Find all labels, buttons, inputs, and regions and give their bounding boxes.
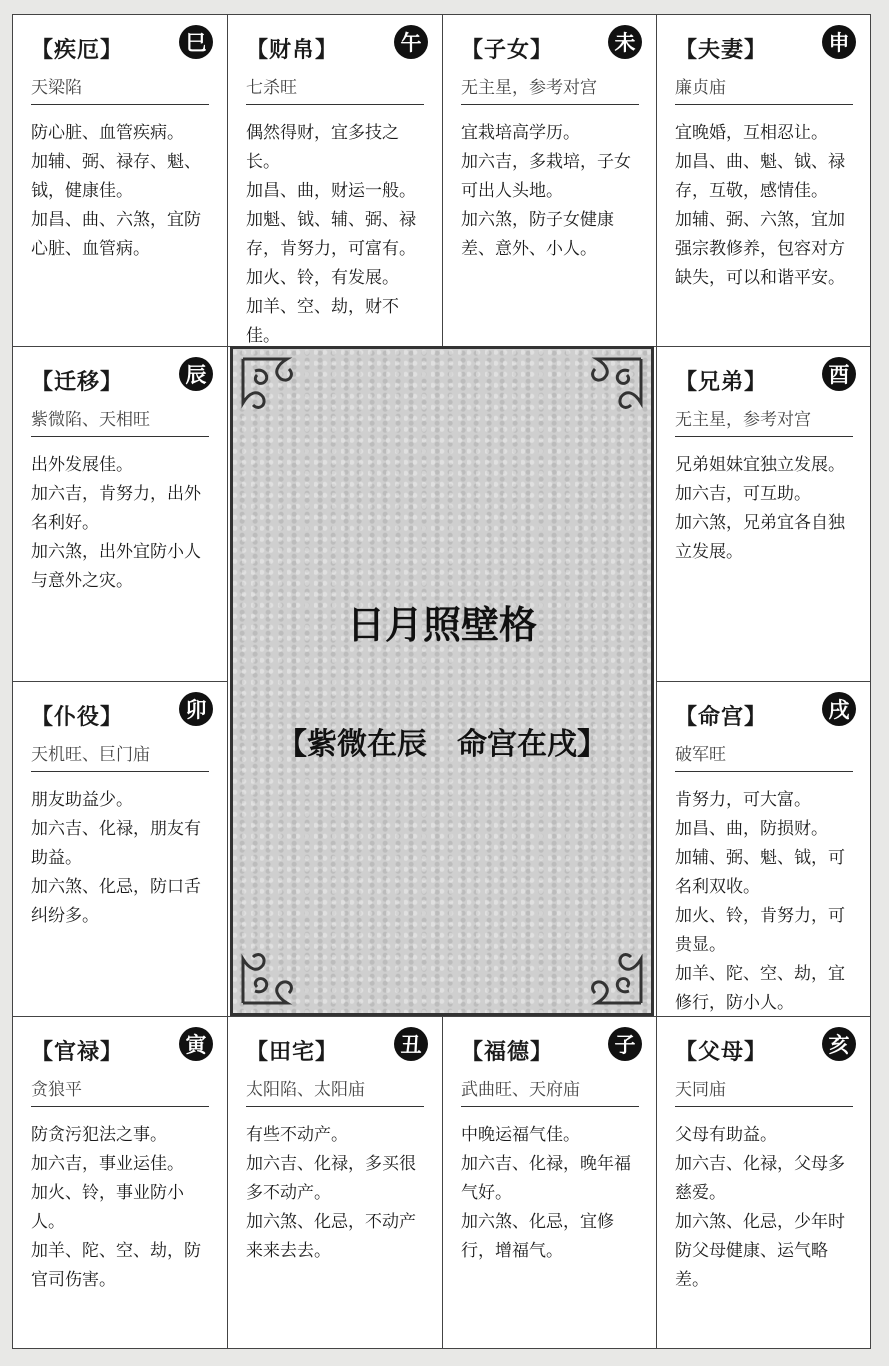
corner-ornament-top-right <box>567 353 647 433</box>
palace-cell <box>442 1016 657 1349</box>
description-line: 防心脏、血管疾病。 <box>31 123 184 143</box>
description-line: 加昌、曲，防损财。 <box>675 819 828 839</box>
palace-name: 【夫妻】 <box>675 38 768 63</box>
description-line: 加辅、弼、魁、钺，可名利双收。 <box>675 848 845 897</box>
palace-stars: 紫微陷、天相旺 <box>31 405 209 437</box>
description-line: 加昌、曲、六煞，宜防心脏、血管病。 <box>31 210 201 259</box>
branch-badge: 寅 <box>179 1027 213 1061</box>
description-line: 加羊、空、劫，财不佳。 <box>246 297 399 346</box>
description-line: 加六煞，出外宜防小人与意外之灾。 <box>31 542 201 591</box>
palace-description <box>675 1121 855 1295</box>
palace-stars: 天机旺、巨门庙 <box>31 740 209 772</box>
palace-cell <box>656 346 871 682</box>
palace-description <box>31 451 211 596</box>
palace-stars: 无主星，参考对宫 <box>675 405 853 437</box>
description-line: 加昌、曲，财运一般。 <box>246 181 416 201</box>
palace-name: 【子女】 <box>461 38 554 63</box>
palace-description <box>246 119 426 347</box>
palace-cell <box>12 681 228 1017</box>
palace-cell <box>442 14 657 347</box>
center-title: 日月照壁格 <box>346 602 537 647</box>
palace-description <box>675 786 855 1017</box>
description-line: 加六煞、化忌，不动产来来去去。 <box>246 1212 416 1261</box>
branch-badge: 丑 <box>394 1027 428 1061</box>
palace-name: 【疾厄】 <box>31 38 124 63</box>
palace-description <box>31 119 211 264</box>
palace-description <box>246 1121 426 1266</box>
description-line: 防贪污犯法之事。 <box>31 1125 167 1145</box>
description-line: 肯努力，可大富。 <box>675 790 811 810</box>
palace-stars: 贪狼平 <box>31 1075 209 1107</box>
palace-stars: 廉贞庙 <box>675 73 853 105</box>
palace-name: 【迁移】 <box>31 370 124 395</box>
palace-cell <box>12 14 228 347</box>
palace-name: 【财帛】 <box>246 38 339 63</box>
description-line: 兄弟姐妹宜独立发展。 <box>675 455 845 475</box>
description-line: 偶然得财，宜多技之长。 <box>246 123 399 172</box>
palace-cell <box>656 14 871 347</box>
palace-stars: 七杀旺 <box>246 73 424 105</box>
branch-badge: 亥 <box>822 1027 856 1061</box>
corner-ornament-bottom-right <box>567 929 647 1009</box>
palace-stars: 武曲旺、天府庙 <box>461 1075 639 1107</box>
description-line: 加火、铃，有发展。 <box>246 268 399 288</box>
palace-description <box>461 119 641 264</box>
description-line: 加魁、钺、辅、弼、禄存，肯努力，可富有。 <box>246 210 416 259</box>
description-line: 加六煞，防子女健康差、意外、小人。 <box>461 210 614 259</box>
palace-name: 【父母】 <box>675 1040 768 1065</box>
palace-description <box>675 451 855 567</box>
center-panel <box>230 346 654 1016</box>
description-line: 加六煞，兄弟宜各自独立发展。 <box>675 513 845 562</box>
description-line: 父母有助益。 <box>675 1125 777 1145</box>
description-line: 加六吉，肯努力，出外名利好。 <box>31 484 201 533</box>
palace-stars: 天同庙 <box>675 1075 853 1107</box>
branch-badge: 酉 <box>822 357 856 391</box>
description-line: 中晚运福气佳。 <box>461 1125 580 1145</box>
description-line: 加六吉，多栽培，子女可出人头地。 <box>461 152 631 201</box>
branch-badge: 巳 <box>179 25 213 59</box>
description-line: 加辅、弼、六煞，宜加强宗教修养，包容对方缺失，可以和谐平安。 <box>675 210 845 288</box>
palace-cell <box>12 1016 228 1349</box>
description-line: 宜栽培高学历。 <box>461 123 580 143</box>
corner-ornament-top-left <box>237 353 317 433</box>
description-line: 出外发展佳。 <box>31 455 133 475</box>
palace-stars: 无主星，参考对宫 <box>461 73 639 105</box>
description-line: 加六煞、化忌，防口舌纠纷多。 <box>31 877 201 926</box>
branch-badge: 戌 <box>822 692 856 726</box>
description-line: 加六吉，可互助。 <box>675 484 811 504</box>
palace-description <box>461 1121 641 1266</box>
center-subtitle: 【紫微在辰 命宫在戌】 <box>277 727 607 762</box>
description-line: 加火、铃，事业防小人。 <box>31 1183 184 1232</box>
description-line: 加火、铃，肯努力，可贵显。 <box>675 906 845 955</box>
palace-description <box>31 786 211 931</box>
description-line: 加六吉、化禄，父母多慈爱。 <box>675 1154 845 1203</box>
description-line: 加六吉、化禄，朋友有助益。 <box>31 819 201 868</box>
branch-badge: 申 <box>822 25 856 59</box>
description-line: 加六吉、化禄，晚年福气好。 <box>461 1154 631 1203</box>
palace-cell <box>656 1016 871 1349</box>
description-line: 有些不动产。 <box>246 1125 348 1145</box>
palace-stars: 天梁陷 <box>31 73 209 105</box>
description-line: 加六吉、化禄，多买很多不动产。 <box>246 1154 416 1203</box>
branch-badge: 卯 <box>179 692 213 726</box>
palace-name: 【仆役】 <box>31 705 124 730</box>
branch-badge: 未 <box>608 25 642 59</box>
palace-cell <box>227 1016 443 1349</box>
description-line: 加昌、曲、魁、钺、禄存，互敬，感情佳。 <box>675 152 845 201</box>
branch-badge: 午 <box>394 25 428 59</box>
description-line: 加六煞、化忌，宜修行，增福气。 <box>461 1212 614 1261</box>
description-line: 加六煞、化忌，少年时防父母健康、运气略差。 <box>675 1212 845 1290</box>
palace-name: 【福德】 <box>461 1040 554 1065</box>
description-line: 宜晚婚，互相忍让。 <box>675 123 828 143</box>
palace-name: 【官禄】 <box>31 1040 124 1065</box>
description-line: 加六吉，事业运佳。 <box>31 1154 184 1174</box>
palace-name: 【命宫】 <box>675 705 768 730</box>
palace-cell <box>227 14 443 347</box>
palace-stars: 太阳陷、太阳庙 <box>246 1075 424 1107</box>
description-line: 加羊、陀、空、劫，防官司伤害。 <box>31 1241 201 1290</box>
branch-badge: 辰 <box>179 357 213 391</box>
description-line: 加羊、陀、空、劫，宜修行，防小人。 <box>675 964 845 1013</box>
palace-description <box>31 1121 211 1295</box>
palace-cell <box>656 681 871 1017</box>
palace-cell <box>12 346 228 682</box>
description-line: 朋友助益少。 <box>31 790 133 810</box>
branch-badge: 子 <box>608 1027 642 1061</box>
palace-description <box>675 119 855 293</box>
corner-ornament-bottom-left <box>237 929 317 1009</box>
description-line: 加辅、弼、禄存、魁、钺，健康佳。 <box>31 152 201 201</box>
palace-name: 【兄弟】 <box>675 370 768 395</box>
palace-name: 【田宅】 <box>246 1040 339 1065</box>
palace-stars: 破军旺 <box>675 740 853 772</box>
